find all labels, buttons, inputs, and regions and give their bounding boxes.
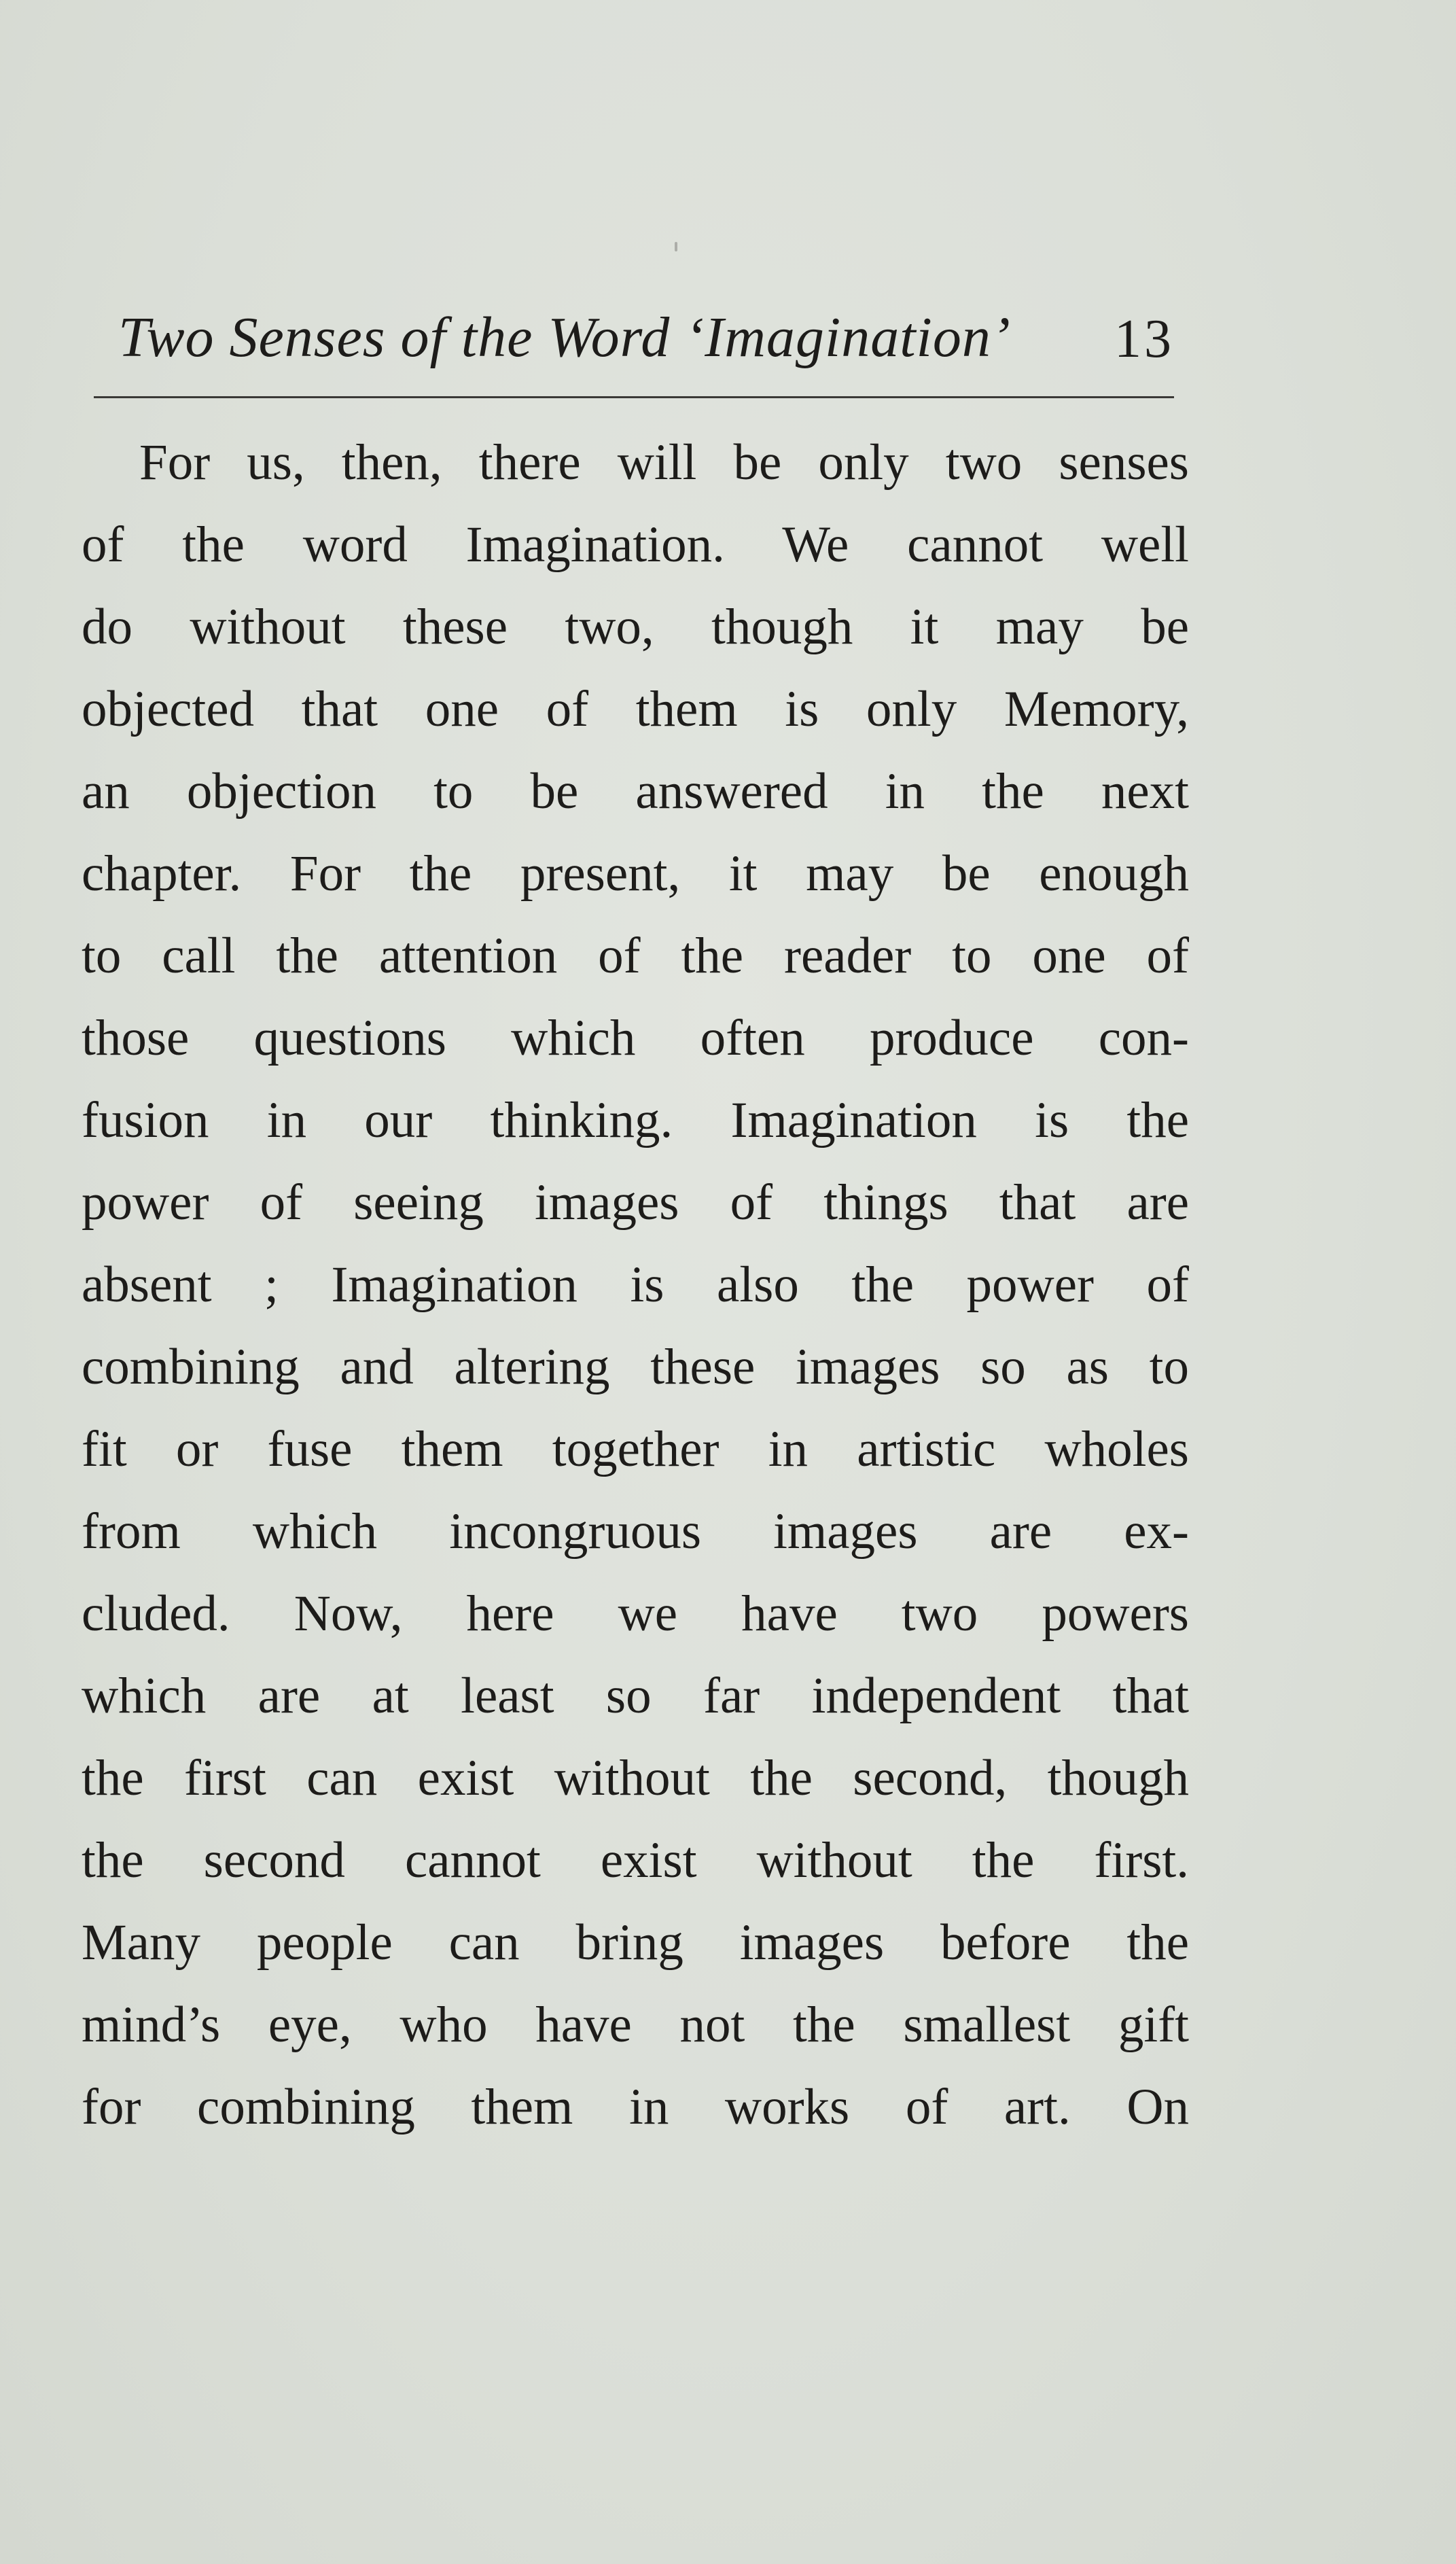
- text-line: an objection to be answered in the next: [82, 763, 1189, 820]
- text-line: objected that one of them is only Memory,: [82, 681, 1189, 737]
- text-line: Many people can bring images before the: [82, 1914, 1189, 1971]
- text-line: of the word Imagination. We cannot well: [82, 516, 1189, 573]
- text-line: power of seeing images of things that are: [82, 1174, 1189, 1231]
- text-line: for combining them in works of art. On: [82, 2079, 1189, 2135]
- text-line: do without these two, though it may be: [82, 599, 1189, 655]
- body-text: [82, 421, 1189, 2148]
- text-line: mind’s eye, who have not the smallest gift: [82, 1997, 1189, 2053]
- text-line: fit or fuse them together in artistic wholes: [82, 1421, 1189, 1477]
- text-line: cluded. Now, here we have two powers: [82, 1585, 1189, 1642]
- text-line: For us, then, there will be only two senses: [139, 434, 1189, 491]
- text-line: those questions which often produce con-: [82, 1010, 1189, 1066]
- paper-speck: [675, 242, 677, 251]
- text-line: combining and altering these images so as to: [82, 1339, 1189, 1395]
- text-line: fusion in our thinking. Imagination is the: [82, 1092, 1189, 1148]
- text-line: absent ; Imagination is also the power of: [82, 1257, 1189, 1313]
- running-title: Two Senses of the Word ‘Imagination’: [118, 306, 1011, 369]
- text-line: chapter. For the present, it may be enough: [82, 845, 1189, 902]
- text-line: which are at least so far independent that: [82, 1668, 1189, 1724]
- text-line: to call the attention of the reader to one of: [82, 928, 1189, 984]
- text-line: from which incongruous images are ex-: [82, 1503, 1189, 1560]
- running-head: [94, 304, 1174, 386]
- header-rule: [94, 396, 1174, 398]
- text-line: the first can exist without the second, though: [82, 1750, 1189, 1806]
- text-line: the second cannot exist without the first.: [82, 1832, 1189, 1889]
- page-number: 13: [1114, 309, 1174, 369]
